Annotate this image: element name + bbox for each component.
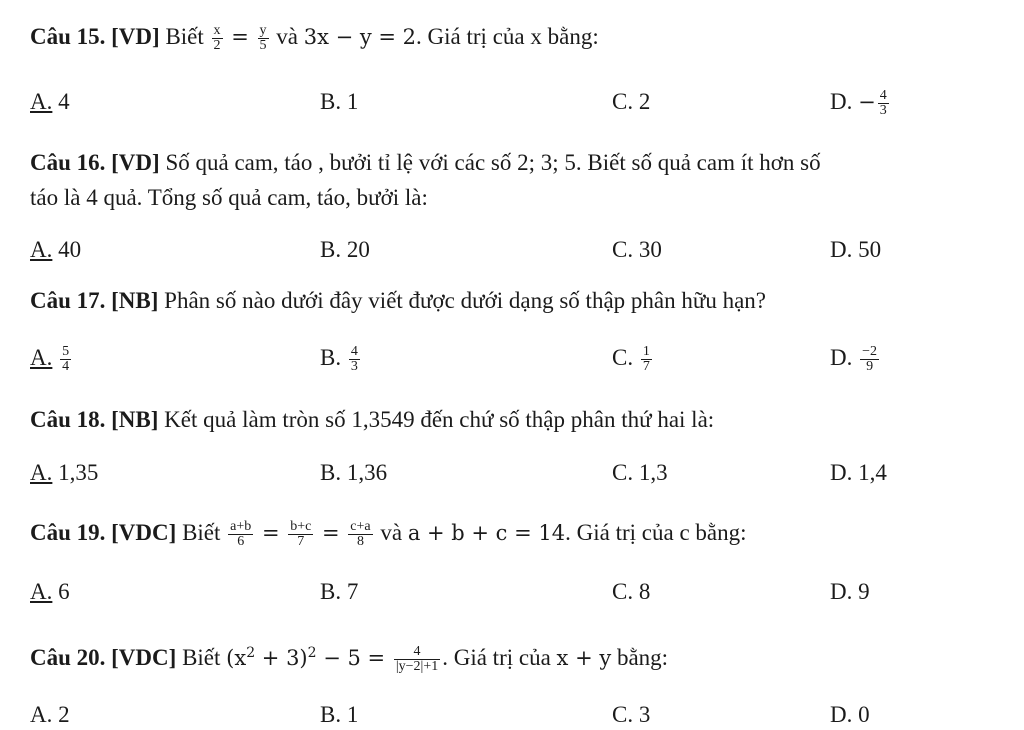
equals-sign: = [315,521,347,545]
minus-sign: − [858,90,876,114]
q19-option-a[interactable] [30,577,70,607]
question-20-prompt: . Giá trị của [442,645,557,670]
option-letter: D. [830,89,859,114]
q18-option-c[interactable]: C. 1,3 [612,460,668,485]
option-letter: D. [830,345,853,370]
question-16-heading: Câu 16. [VD] [30,150,160,175]
question-17-text: Phân số nào dưới đây viết được dưới dạng số thập phân hữu hạn? [158,288,767,313]
question-15-text: Biết [159,24,210,49]
expr-part: − 5 = [316,646,392,670]
question-19 [30,518,747,549]
option-letter: B. [320,345,342,370]
fraction-x-over-2: $\frac{x}{2}$ [213,23,221,54]
question-15 [30,22,599,53]
question-16-text: Số quả cam, táo , bưởi tỉ lệ với các số 2; 3; 5. Biết số quả cam ít hơn số [159,150,821,175]
q18-option-a[interactable] [30,458,98,488]
expr-part: (x [226,646,247,670]
question-19-condition: a + b + c = 14 [407,521,566,545]
q17-option-a[interactable] [30,343,73,374]
fraction-5-over-4: $\frac{5}{4}$ [62,344,70,375]
question-18-text: Kết quả làm tròn số 1,3549 đến chứ số thập phân thứ hai là: [158,407,715,432]
fraction-minus-2-over-9: $\frac{-2}{9}$ [862,344,878,375]
option-letter: A. [30,460,53,485]
question-19-text: Biết [176,520,227,545]
q19-option-b[interactable]: B. 7 [320,579,359,604]
fraction-y-over-5: $\frac{y}{5}$ [259,23,267,54]
q15-option-b[interactable]: B. 1 [320,89,359,114]
equals-sign: = [255,521,287,545]
q20-option-d[interactable]: D. 0 [830,702,870,727]
option-letter: C. [612,345,634,370]
q15-option-a[interactable] [30,87,70,117]
q17-option-c[interactable] [612,343,654,374]
q15-option-d[interactable] [830,87,891,118]
equals-sign: = [224,25,256,49]
option-letter: A. [30,345,53,370]
question-20-expression [226,646,392,670]
q16-option-c[interactable]: C. 30 [612,237,662,262]
fraction-4-over-3: $\frac{4}{3}$ [350,344,358,375]
q16-option-a[interactable] [30,235,81,265]
fraction-4-over-abs: $\frac{4}{|y-2|+1}$ [395,644,439,675]
question-18-heading: Câu 18. [NB] [30,407,159,432]
question-20 [30,638,668,674]
fraction-b-plus-c-over-7: $\frac{b+c}{7}$ [290,519,312,550]
q16-option-d[interactable]: D. 50 [830,237,882,262]
fraction-a-plus-b-over-6: $\frac{a+b}{6}$ [230,519,252,550]
exponent: 2 [307,645,317,661]
question-20-prompt-end: bằng: [611,645,669,670]
expr-part: + 3) [255,646,308,670]
q16-option-b[interactable]: B. 20 [320,237,370,262]
question-17 [30,286,766,316]
question-15-prompt: . Giá trị của x bằng: [416,24,599,49]
option-value: 40 [52,237,82,262]
question-18 [30,405,714,435]
q19-option-d[interactable]: D. 9 [830,579,870,604]
question-16-line-2: táo là 4 quả. Tổng số quả cam, táo, bưởi là: [30,185,428,210]
fraction-4-over-3: $\frac{4}{3}$ [879,88,887,119]
q20-option-c[interactable]: C. 3 [612,702,651,727]
question-15-heading: Câu 15. [VD] [30,24,160,49]
option-letter: A. [30,237,53,262]
question-15-condition: 3x − y = 2 [303,25,417,49]
option-letter: A. [30,579,53,604]
q20-option-b[interactable]: B. 1 [320,702,359,727]
q20-option-a[interactable]: A. 2 [30,702,70,727]
question-19-and: và [374,520,408,545]
fraction-c-plus-a-over-8: $\frac{c+a}{8}$ [350,519,371,550]
q18-option-d[interactable]: D. 1,4 [830,460,887,485]
q17-option-d[interactable] [830,343,881,374]
option-value: 4 [52,89,70,114]
option-value: 6 [52,579,70,604]
fraction-1-over-7: $\frac{1}{7}$ [642,344,650,375]
q17-option-b[interactable] [320,343,362,374]
question-20-condition: x + y [556,646,612,670]
question-16 [30,148,821,178]
question-17-heading: Câu 17. [NB] [30,288,159,313]
q18-option-b[interactable]: B. 1,36 [320,460,388,485]
question-20-heading: Câu 20. [VDC] [30,645,177,670]
question-19-heading: Câu 19. [VDC] [30,520,177,545]
question-20-text: Biết [176,645,227,670]
question-19-prompt: . Giá trị của c bằng: [565,520,747,545]
option-letter: A. [30,89,53,114]
question-15-and: và [270,24,304,49]
q19-option-c[interactable]: C. 8 [612,579,651,604]
exponent: 2 [246,645,256,661]
q15-option-c[interactable]: C. 2 [612,89,651,114]
option-value: 1,35 [52,460,99,485]
